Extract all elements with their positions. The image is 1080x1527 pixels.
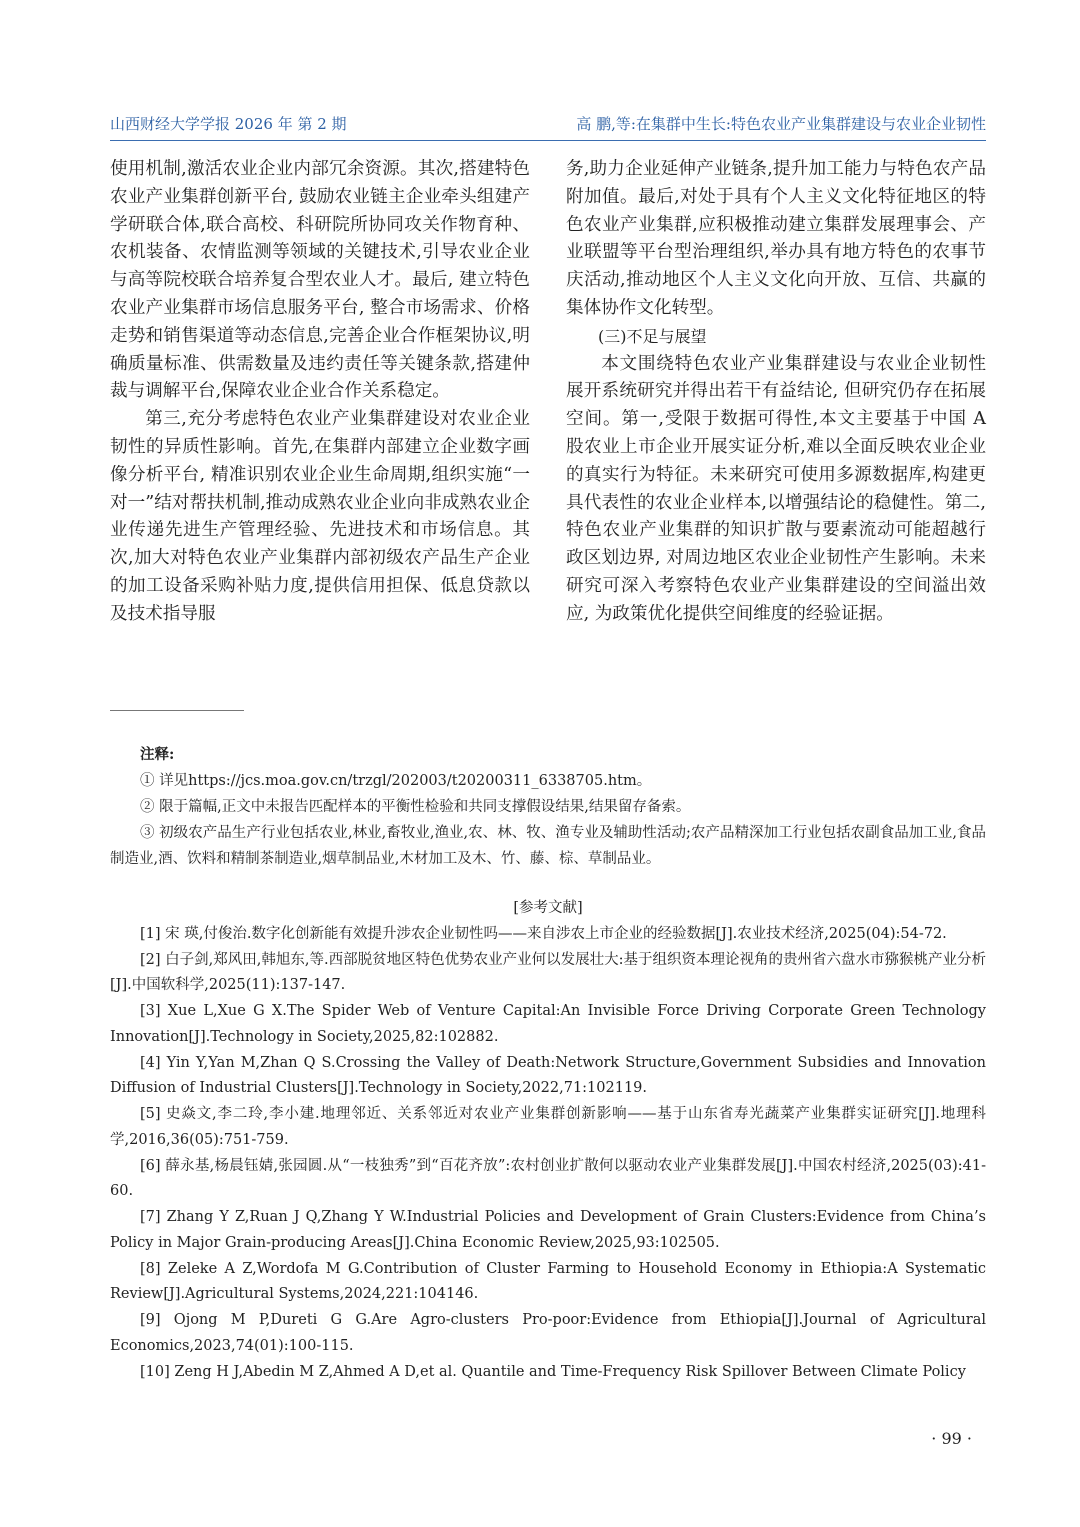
paragraph: 第三,充分考虑特色农业产业集群建设对农业企业韧性的异质性影响。首先,在集群内部建立企业数字画像分析平台, 精准识别农业企业生命周期,组织实施“一对一”结对帮扶机制,推动成熟农业企业向非成熟农业企业传递先进生产管理经验、先进技术和市场信息。其次,加大对特色农业产业集群内部初级农产品生产企业的加工设备采购补贴力度,提供信用担保、低息贷款以及技术指导服: [110, 409, 530, 624]
note-item: ① 详见https://jcs.moa.gov.cn/trzgl/202003/t20200311_6338705.htm。: [140, 773, 652, 789]
page-number: · 99 ·: [931, 1429, 972, 1448]
reference-item: [2] 白子剑,郑风田,韩旭东,等.西部脱贫地区特色优势农业产业何以发展壮大:基于组织资本理论视角的贵州省六盘水市猕猴桃产业分析[J].中国软科学,2025(11):137-147.: [110, 951, 986, 993]
paragraph: 本文围绕特色农业产业集群建设与农业企业韧性展开系统研究并得出若干有益结论, 但研究仍存在拓展空间。第一,受限于数据可得性,本文主要基于中国 A 股农业上市企业开展实证分析,难以全面反映农业企业的真实行为特征。未来研究可使用多源数据库,构建更具代表性的农业企业样本,以增强结论的稳健性。第二,特色农业产业集群的知识扩散与要素流动可能超越行政区划边界, 对周边地区农业企业韧性产生影响。未来研究可深入考察特色农业产业集群建设的空间溢出效应, 为政策优化提供空间维度的经验证据。: [566, 353, 986, 624]
note-item: ② 限于篇幅,正文中未报告匹配样本的平衡性检验和共同支撑假设结果,结果留存备索。: [140, 799, 691, 815]
notes-title: 注释:: [140, 746, 175, 763]
references-title: [参考文献]: [513, 900, 583, 916]
reference-item: [4] Yin Y,Yan M,Zhan Q S.Crossing the Valley of Death:Network Structure,Government Subsidies and Innovation Diffusion of Industrial Clusters[J].Technology in Society,2022,71:102119.: [110, 1054, 986, 1096]
running-header: [110, 104, 986, 141]
reference-item: [5] 史焱文,李二玲,李小建.地理邻近、关系邻近对农业产业集群创新影响——基于山东省寿光蔬菜产业集群实证研究[J].地理科学,2016,36(05):751-759.: [110, 1106, 986, 1148]
notes-section: [110, 742, 986, 872]
left-column: [110, 156, 530, 629]
body-columns: [110, 156, 986, 629]
reference-item: [6] 薛永基,杨晨钰婧,张园圆.从“一枝独秀”到“百花齐放”:农村创业扩散何以驱动农业产业集群发展[J].中国农村经济,2025(03):41-60.: [110, 1157, 986, 1199]
reference-item: [8] Zeleke A Z,Wordofa M G.Contribution of Cluster Farming to Household Economy in Ethiopia:A Systematic Review[J].Agricultural Systems,2024,221:104146.: [110, 1260, 986, 1302]
journal-info: 山西财经大学学报 2026 年 第 2 期: [110, 115, 347, 133]
article-running-title: 高 鹏,等:在集群中生长:特色农业产业集群建设与农业企业韧性: [576, 115, 986, 133]
reference-item: [3] Xue L,Xue G X.The Spider Web of Venture Capital:An Invisible Force Driving Corporate Green Technology Innovation[J].Technology in Society,2025,82:102882.: [110, 1003, 986, 1045]
reference-item: [10] Zeng H J,Abedin M Z,Ahmed A D,et al. Quantile and Time-Frequency Risk Spillover Between Climate Policy: [140, 1363, 966, 1380]
paragraph: 务,助力企业延伸产业链条,提升加工能力与特色农产品附加值。最后,对处于具有个人主义文化特征地区的特色农业产业集群,应积极推动建立集群发展理事会、产业联盟等平台型治理组织,举办具有地方特色的农事节庆活动,推动地区个人主义文化向开放、互信、共赢的集体协作文化转型。: [566, 159, 986, 318]
references-section: [110, 896, 986, 1386]
paragraph: 使用机制,激活农业企业内部冗余资源。其次,搭建特色农业产业集群创新平台, 鼓励农业链主企业牵头组建产学研联合体,联合高校、科研院所协同攻关作物育种、农机装备、农情监测等领域的关键技术,引导农业企业与高等院校联合培养复合型农业人才。最后, 建立特色农业产业集群市场信息服务平台, 整合市场需求、价格走势和销售渠道等动态信息,完善企业合作框架协议,明确质量标准、供需数量及违约责任等关键条款,搭建仲裁与调解平台,保障农业企业合作关系稳定。: [110, 159, 530, 402]
note-item: ③ 初级农产品生产行业包括农业,林业,畜牧业,渔业,农、林、牧、渔专业及辅助性活动;农产品精深加工行业包括农副食品加工业,食品制造业,酒、饮料和精制茶制造业,烟草制品业,木材加工及木、竹、藤、棕、草制品业。: [110, 825, 986, 867]
reference-item: [1] 宋 瑛,付俊治.数字化创新能有效提升涉农企业韧性吗——来自涉农上市企业的经验数据[J].农业技术经济,2025(04):54-72.: [140, 925, 947, 942]
reference-item: [7] Zhang Y Z,Ruan J Q,Zhang Y W.Industrial Policies and Development of Grain Clusters:Evidence from China’s Policy in Major Grain-producing Areas[J].China Economic Review,2025,93:102505.: [110, 1209, 986, 1251]
right-column: [566, 156, 986, 629]
footnote-divider: [110, 710, 244, 711]
reference-item: [9] Ojong M P,Dureti G G.Are Agro-clusters Pro-poor:Evidence from Ethiopia[J].Journal of Agricultural Economics,2023,74(01):100-115.: [110, 1312, 986, 1354]
section-heading: (三)不足与展望: [598, 326, 707, 346]
